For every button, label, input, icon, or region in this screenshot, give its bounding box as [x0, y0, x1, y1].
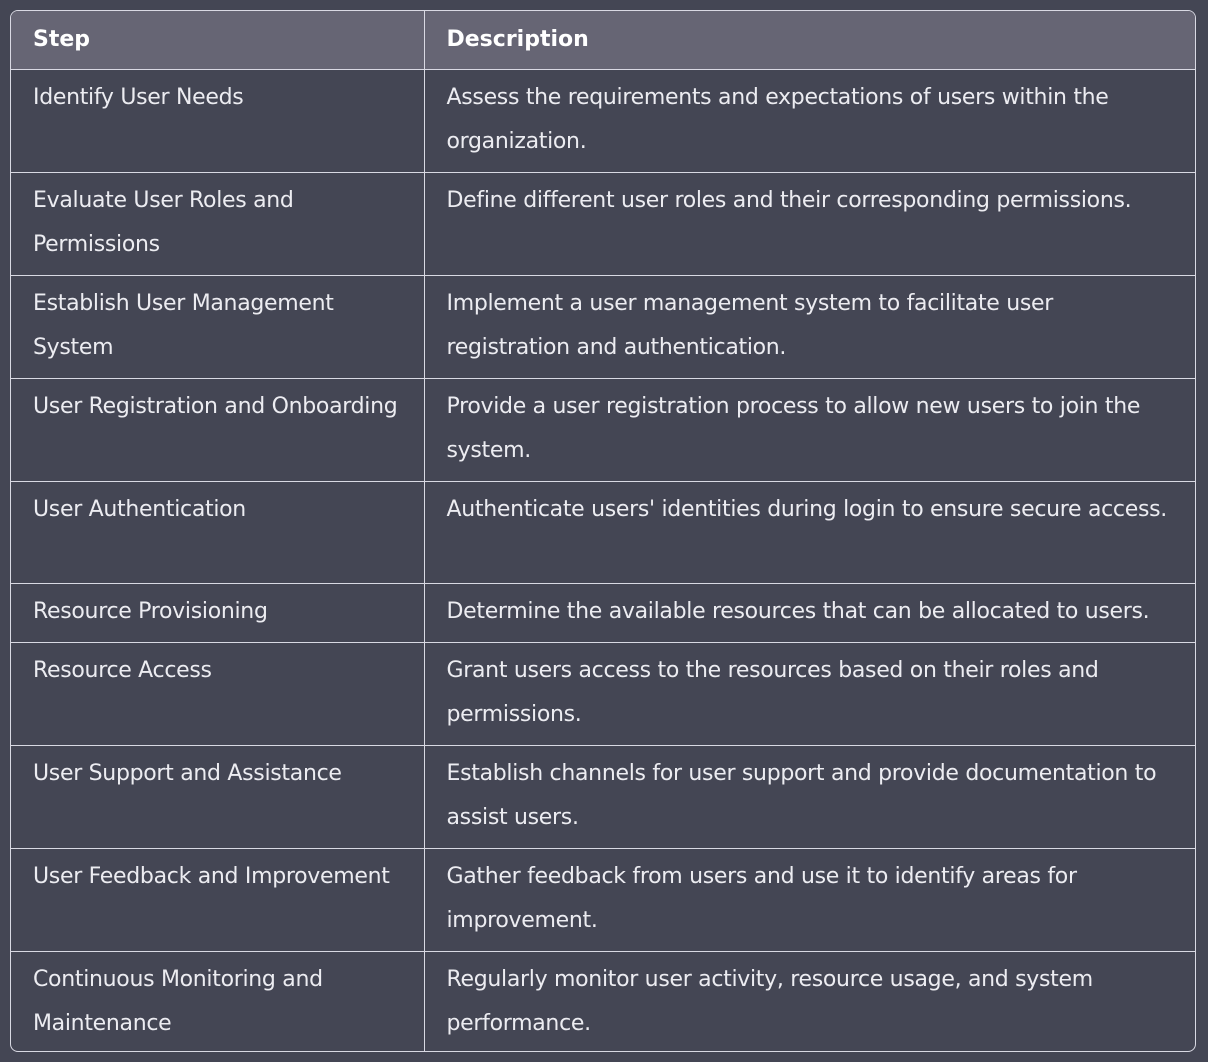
- table-row: [11, 642, 1195, 745]
- step-cell: [11, 583, 424, 642]
- description-text: Establish channels for user support and provide documentation to assist users.: [446, 760, 1157, 830]
- step-cell: [11, 848, 424, 951]
- step-text: Continuous Monitoring and Maintenance: [33, 966, 323, 1036]
- description-cell: [424, 378, 1195, 481]
- step-cell: [11, 69, 424, 172]
- steps-table-container: [10, 10, 1196, 1052]
- step-text: Evaluate User Roles and Permissions: [33, 187, 294, 257]
- table-row: [11, 848, 1195, 951]
- description-cell: [424, 848, 1195, 951]
- description-cell: [424, 745, 1195, 848]
- step-text: User Registration and Onboarding: [33, 393, 398, 419]
- step-cell: [11, 172, 424, 275]
- description-text: Assess the requirements and expectations of users within the organization.: [446, 84, 1109, 154]
- description-cell: [424, 642, 1195, 745]
- description-text: Authenticate users' identities during login to ensure secure access.: [446, 496, 1167, 522]
- step-cell: [11, 378, 424, 481]
- description-text: Implement a user management system to facilitate user registration and authentication.: [446, 290, 1053, 360]
- table-row: [11, 172, 1195, 275]
- step-cell: [11, 951, 424, 1052]
- step-cell: [11, 275, 424, 378]
- table-row: [11, 275, 1195, 378]
- step-cell: [11, 642, 424, 745]
- step-text: User Authentication: [33, 496, 246, 522]
- step-text: Establish User Management System: [33, 290, 334, 360]
- step-text: User Feedback and Improvement: [33, 863, 390, 889]
- table-row: [11, 481, 1195, 583]
- step-text: Resource Provisioning: [33, 598, 268, 624]
- description-cell: [424, 275, 1195, 378]
- description-text: Grant users access to the resources based on their roles and permissions.: [446, 657, 1099, 727]
- step-text: Resource Access: [33, 657, 212, 683]
- description-text: Determine the available resources that can be allocated to users.: [446, 598, 1150, 624]
- description-text: Gather feedback from users and use it to identify areas for improvement.: [446, 863, 1077, 933]
- table-row: [11, 378, 1195, 481]
- description-text: Define different user roles and their corresponding permissions.: [446, 187, 1132, 213]
- description-cell: [424, 69, 1195, 172]
- description-cell: [424, 583, 1195, 642]
- step-cell: [11, 745, 424, 848]
- step-text: Identify User Needs: [33, 84, 244, 110]
- header-step: Step: [33, 27, 91, 53]
- description-text: Provide a user registration process to allow new users to join the system.: [446, 393, 1141, 463]
- step-cell: [11, 481, 424, 583]
- steps-table: [11, 11, 1195, 1052]
- table-header-row: [11, 11, 1195, 69]
- header-description: Description: [424, 11, 1195, 69]
- description-cell: [424, 172, 1195, 275]
- table-row: [11, 745, 1195, 848]
- table-row: [11, 583, 1195, 642]
- step-text: User Support and Assistance: [33, 760, 342, 786]
- table-row: [11, 69, 1195, 172]
- table-row: [11, 951, 1195, 1052]
- description-cell: [424, 481, 1195, 583]
- description-text: Regularly monitor user activity, resource usage, and system performance.: [446, 966, 1093, 1036]
- description-cell: [424, 951, 1195, 1052]
